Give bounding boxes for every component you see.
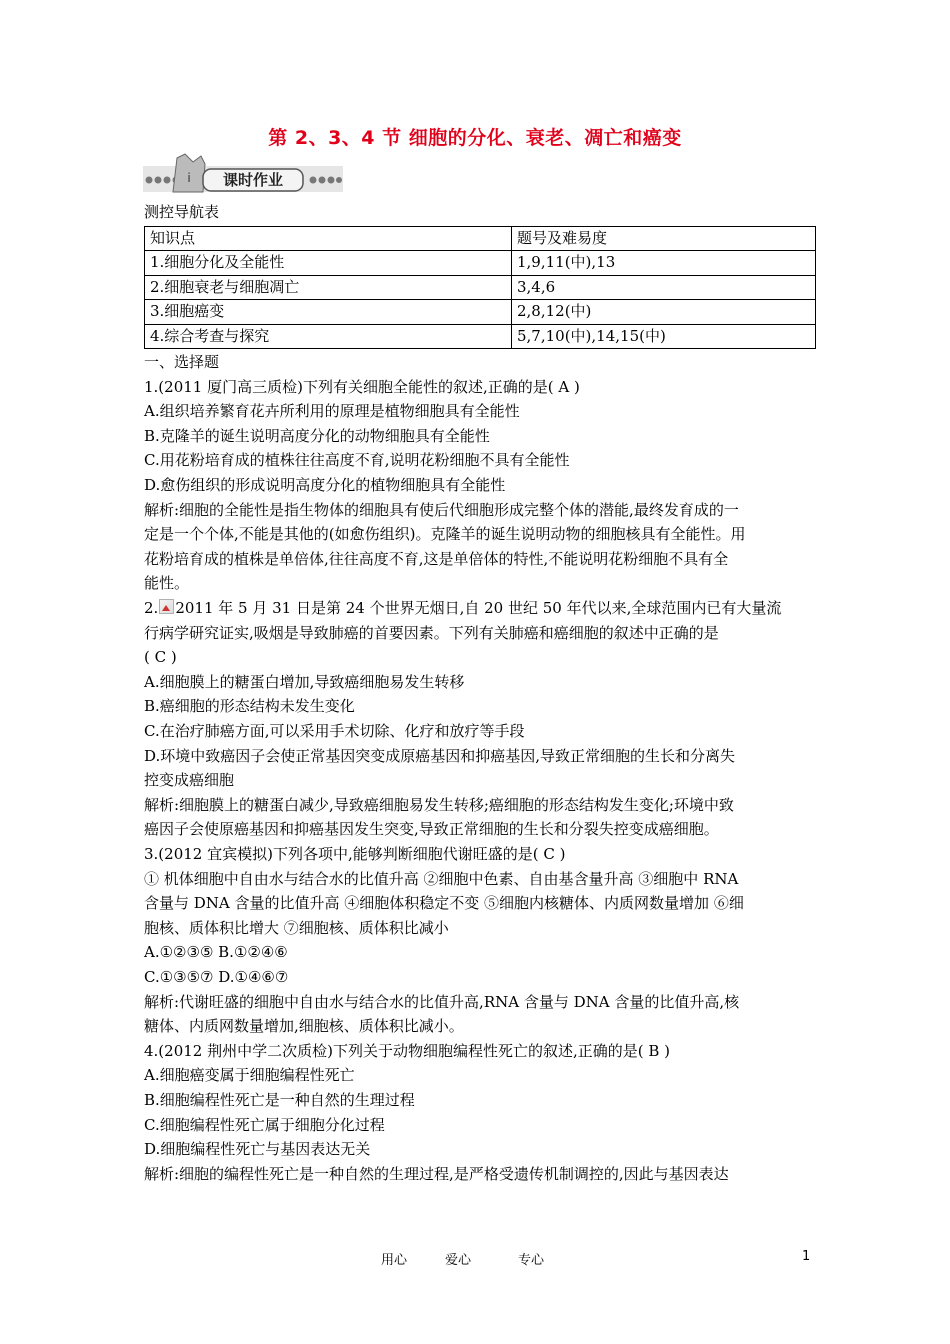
section-heading: 一、选择题 [144,353,220,372]
content-body [144,200,816,1186]
table-cell: 1,9,11(中),13 [512,251,816,276]
page-number: 1 [802,1249,811,1264]
table-row [145,275,816,300]
analysis-line: 解析:细胞的全能性是指生物体的细胞具有使后代细胞形成完整个体的潜能,最终发育成的一 [144,500,739,519]
question-stem-line: ( C ) [144,648,177,667]
banner-graphic [143,152,343,196]
option-text: A.组织培养繁育花卉所利用的原理是植物细胞具有全能性 [144,402,520,421]
image-placeholder-icon [159,599,174,614]
table-row [145,251,816,276]
question-stem: 1.(2011 厦门高三质检)下列有关细胞全能性的叙述,正确的是( A ) [144,377,580,396]
table-header-cell: 知识点 [145,226,512,251]
svg-text:ⅰ: ⅰ [187,171,191,185]
homework-banner [143,152,343,196]
nav-table [144,226,816,350]
table-cell: 1.细胞分化及全能性 [145,251,512,276]
analysis-line: 癌因子会使原癌基因和抑癌基因发生突变,导致正常细胞的生长和分裂失控变成癌细胞。 [144,820,719,839]
page-title: 第 2、3、4 节 细胞的分化、衰老、凋亡和癌变 [268,127,682,149]
question-stem: 4.(2012 荆州中学二次质检)下列关于动物细胞编程性死亡的叙述,正确的是( B ) [144,1041,670,1060]
option-text: A.细胞癌变属于细胞编程性死亡 [144,1066,355,1085]
table-header-cell: 题号及难易度 [512,226,816,251]
option-text: C.在治疗肺癌方面,可以采用手术切除、化疗和放疗等手段 [144,722,525,740]
option-text: B.克隆羊的诞生说明高度分化的动物细胞具有全能性 [144,426,490,445]
analysis-line: 定是一个个体,不能是其他的(如愈伤组织)。克隆羊的诞生说明动物的细胞核具有全能性。用 [144,525,746,544]
option-text: D.细胞编程性死亡与基因表达无关 [144,1140,371,1159]
option-text: C.用花粉培育成的植株往往高度不育,说明花粉细胞不具有全能性 [144,451,570,470]
option-text: D.环境中致癌因子会使正常基因突变成原癌基因和抑癌基因,导致正常细胞的生长和分离失 [144,746,736,765]
option-text: C.细胞编程性死亡属于细胞分化过程 [144,1115,385,1134]
analysis-line: 解析:细胞膜上的糖蛋白减少,导致癌细胞易发生转移;癌细胞的形态结构发生变化;环境中致 [144,795,734,814]
nav-table-caption: 测控导航表 [144,203,220,221]
analysis-line: 糖体、内质网数量增加,细胞核、质体积比减小。 [144,1017,464,1036]
table-cell: 4.综合考查与探究 [145,324,512,349]
analysis-line: 解析:代谢旺盛的细胞中自由水与结合水的比值升高,RNA 含量与 DNA 含量的比值升高,核 [144,992,740,1011]
question-stem-text: 2011 年 5 月 31 日是第 24 个世界无烟日,自 20 世纪 50 年代以来,全球范围内已有大量流 [175,599,782,618]
question-stem [144,596,816,621]
banner-label: 课时作业 [222,171,284,189]
footer-text: 爱心 [445,1253,472,1268]
analysis-line: 能性。 [144,574,190,593]
question-item-line: ① 机体细胞中自由水与结合水的比值升高 ②细胞中色素、自由基含量升高 ③细胞中 RNA [144,869,739,888]
question-number: 2. [144,599,159,618]
table-cell: 2.细胞衰老与细胞凋亡 [145,275,512,300]
table-cell: 2,8,12(中) [512,300,816,325]
question-item-line: 含量与 DNA 含量的比值升高 ④细胞体积稳定不变 ⑤细胞内核糖体、内质网数量增加 ⑥细 [144,894,744,913]
table-cell: 3,4,6 [512,275,816,300]
option-text: B.细胞编程性死亡是一种自然的生理过程 [144,1090,415,1109]
question-stem: 3.(2012 宜宾模拟)下列各项中,能够判断细胞代谢旺盛的是( C ) [144,844,566,863]
option-text: C.①③⑤⑦ D.①④⑥⑦ [144,967,289,986]
table-header-row [145,226,816,251]
table-row [145,324,816,349]
analysis-line: 花粉培育成的植株是单倍体,往往高度不育,这是单倍体的特性,不能说明花粉细胞不具有全 [144,549,729,568]
table-cell: 3.细胞癌变 [145,300,512,325]
footer-text: 用心 [381,1253,408,1268]
option-text: A.①②③⑤ B.①②④⑥ [144,943,288,962]
option-text: A.细胞膜上的糖蛋白增加,导致癌细胞易发生转移 [144,672,465,691]
table-row [145,300,816,325]
option-text: B.癌细胞的形态结构未发生变化 [144,697,355,716]
option-text: 控变成癌细胞 [144,771,235,790]
table-cell: 5,7,10(中),14,15(中) [512,324,816,349]
option-text: D.愈伤组织的形成说明高度分化的植物细胞具有全能性 [144,476,506,495]
footer-text: 专心 [518,1253,545,1268]
analysis-line: 解析:细胞的编程性死亡是一种自然的生理过程,是严格受遗传机制调控的,因此与基因表达 [144,1164,729,1183]
question-stem-line: 行病学研究证实,吸烟是导致肺癌的首要因素。下列有关肺癌和癌细胞的叙述中正确的是 [144,623,719,642]
question-item-line: 胞核、质体积比增大 ⑦细胞核、质体积比减小 [144,918,449,937]
